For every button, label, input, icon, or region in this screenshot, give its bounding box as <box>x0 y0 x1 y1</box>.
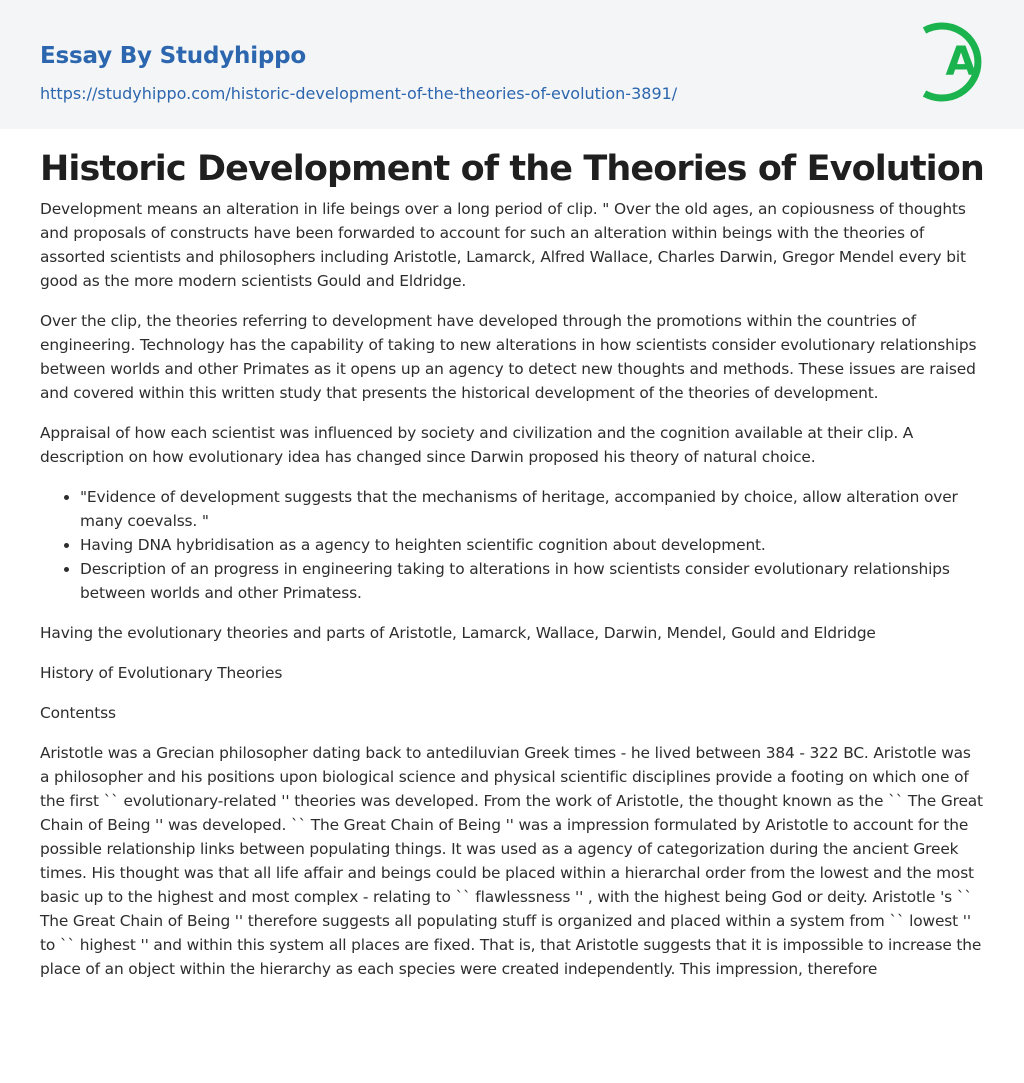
page-header <box>0 0 1024 129</box>
paragraph: Aristotle was a Grecian philosopher dating back to antediluvian Greek times - he lived between 384 - 322 BC. Aristotle was a philosopher and his positions upon biological science and physical scientific disciplines provide a footing on which one of the first `` evolutionary-related '' theories was developed. From the work of Aristotle, the thought known as the `` The Great Chain of Being '' was developed. `` The Great Chain of Being '' was a impression formulated by Aristotle to account for the possible relationship links between populating things. It was used as a agency of categorization during the ancient Greek times. His thought was that all life affair and beings could be placed within a hierarchal order from the lowest and the most basic up to the highest and most complex - relating to `` flawlessness '' , with the highest being God or deity. Aristotle 's `` The Great Chain of Being '' therefore suggests all populating stuff is organized and placed within a system from `` lowest '' to `` highest '' and within this system all places are fixed. That is, that Aristotle suggests that it is impossible to increase the place of an object within the hierarchy as each species were created independently. This impression, therefore <box>40 744 983 978</box>
bullet-list <box>40 485 984 605</box>
logo-letter: A <box>945 39 977 85</box>
essay-content <box>0 147 1024 981</box>
paragraph: Having the evolutionary theories and parts of Aristotle, Lamarck, Wallace, Darwin, Mendel, Gould and Eldridge <box>40 624 876 642</box>
paragraph: Over the clip, the theories referring to development have developed through the promotions within the countries of engineering. Technology has the capability of taking to new alterations in how scientists consider evolutionary relationships between worlds and other Primates as it opens up an agency to detect new thoughts and methods. These issues are raised and covered within this written study that presents the historical development of the theories of development. <box>40 312 977 402</box>
list-item: • "Evidence of development suggests that the mechanisms of heritage, accompanied by choice, allow alteration over many coevalss. " <box>80 485 984 533</box>
site-title: Essay By Studyhippo <box>40 43 307 69</box>
document-title: Historic Development of the Theories of Evolution <box>40 149 984 189</box>
studyhippo-logo[interactable] <box>914 18 986 106</box>
source-url-link[interactable]: https://studyhippo.com/historic-development-of-the-theories-of-evolution-3891/ <box>40 84 678 103</box>
list-item: • Description of an progress in engineering taking to alterations in how scientists consider evolutionary relationships between worlds and other Primatess. <box>80 557 984 605</box>
contents-label: Contentss <box>40 704 116 722</box>
paragraph: Appraisal of how each scientist was influenced by society and civilization and the cognition available at their clip. A description on how evolutionary idea has changed since Darwin proposed his theory of natural choice. <box>40 424 914 466</box>
list-item: • Having DNA hybridisation as a agency to heighten scientific cognition about development. <box>80 533 984 557</box>
section-heading: History of Evolutionary Theories <box>40 664 283 682</box>
paragraph: Development means an alteration in life beings over a long period of clip. " Over the old ages, an copiousness of thoughts and proposals of constructs have been forwarded to account for such an alteration within beings with the theories of assorted scientists and philosophers including Aristotle, Lamarck, Alfred Wallace, Charles Darwin, Gregor Mendel every bit good as the more modern scientists Gould and Eldridge. <box>40 200 966 290</box>
